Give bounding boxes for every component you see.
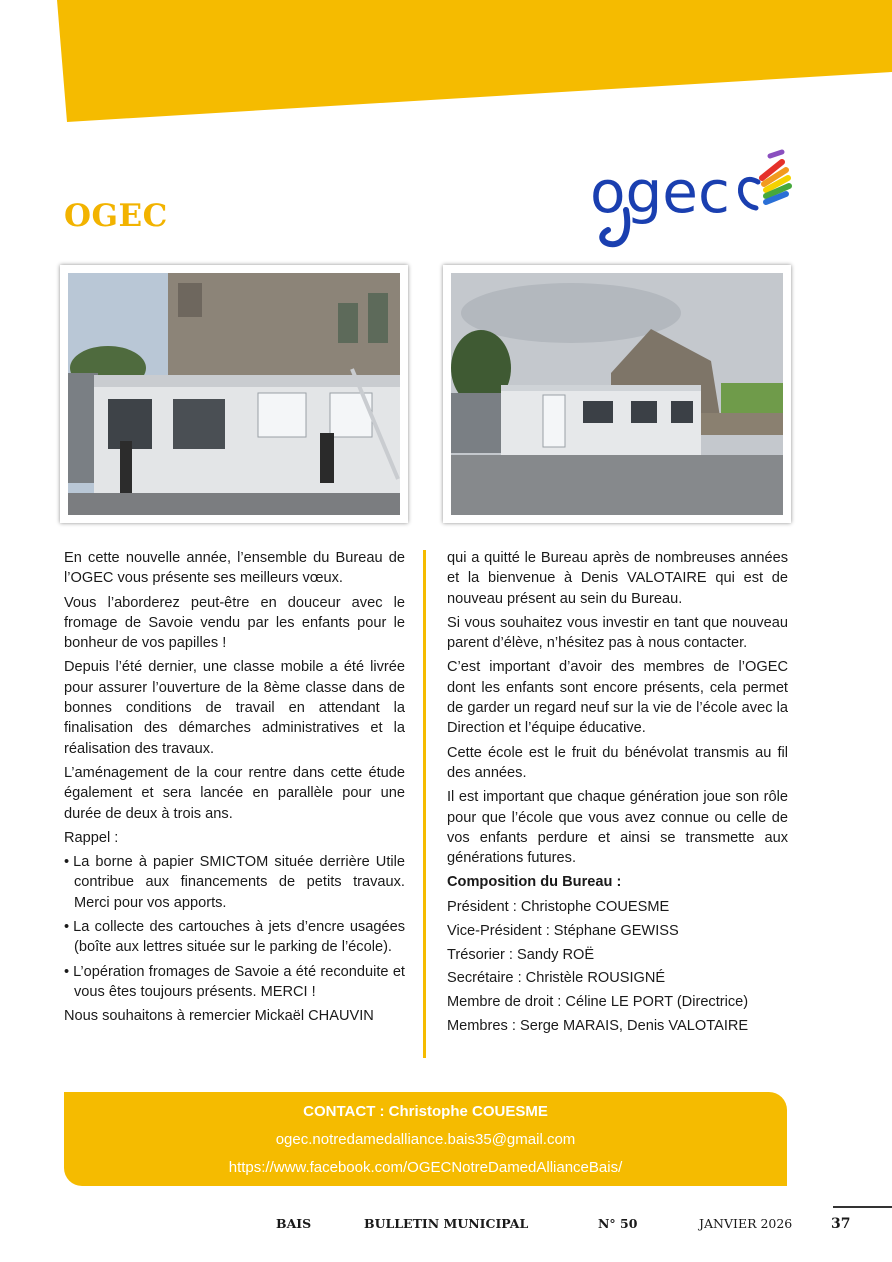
paragraph: Rappel : xyxy=(64,829,119,846)
contact-facebook-link[interactable]: https://www.facebook.com/OGECNotreDamedAllianceBais/ xyxy=(228,1159,623,1176)
page-footer xyxy=(0,1216,892,1236)
contact-box xyxy=(64,1092,787,1186)
mobile-classroom-installation-photo xyxy=(60,265,408,523)
contact-email-link[interactable]: ogec.notredamedalliance.bais35@gmail.com xyxy=(275,1131,576,1148)
bullet-icon: • xyxy=(64,854,70,871)
paragraph: Il est important que chaque génération joue son rôle pour que l’école que vous avez connue ou celle de vos enfants perdure et ainsi se transmette aux générations futures. xyxy=(447,789,788,867)
list-item: • L’opération fromages de Savoie a été reconduite et vous êtes toujours présents. MERCI ! xyxy=(64,963,405,1000)
composition-title: Composition du Bureau : xyxy=(447,874,622,891)
paragraph: C’est important d’avoir des membres de l’OGEC dont les enfants sont encore présents, cela permet de garder un regard neuf sur la vie de l’école avec la Direction et l’équipe éducative. xyxy=(447,659,788,737)
bureau-member: Vice-Président : Stéphane GEWISS xyxy=(447,922,679,939)
bureau-member: Membre de droit : Céline LE PORT (Directrice) xyxy=(447,994,749,1011)
bureau-member: Secrétaire : Christèle ROUSIGNÉ xyxy=(447,970,666,987)
bureau-member: Président : Christophe COUESME xyxy=(447,898,670,915)
bureau-member: Membres : Serge MARAIS, Denis VALOTAIRE xyxy=(447,1018,749,1035)
footer-date: JANVIER 2026 xyxy=(699,1216,793,1231)
paragraph: L’aménagement de la cour rentre dans cette étude également et sera lancée en parallèle pour une durée de deux à trois ans. xyxy=(64,764,405,822)
reminder-list xyxy=(64,852,405,1002)
footer-rule xyxy=(833,1206,892,1208)
mobile-classroom-schoolyard-photo xyxy=(443,265,791,523)
svg-text:ogec: ogec xyxy=(590,158,730,226)
article-column-right xyxy=(447,548,788,1040)
ogec-logo xyxy=(586,148,796,254)
paragraph: Nous souhaitons à remercier Mickaël CHAUVIN xyxy=(64,1008,374,1025)
header-banner xyxy=(0,0,892,130)
footer-town: BAIS xyxy=(276,1216,312,1231)
paragraph: Vous l’aborderez peut-être en douceur avec le fromage de Savoie vendu par les enfants pour le bonheur de vos papilles ! xyxy=(64,594,405,652)
bullet-icon: • xyxy=(64,919,70,936)
bullet-icon: • xyxy=(64,963,70,980)
section-title: OGEC xyxy=(64,198,168,234)
paragraph: Si vous souhaitez vous investir en tant que nouveau parent d’élève, n’hésitez pas à nous contacter. xyxy=(447,614,788,652)
paragraph: Cette école est le fruit du bénévolat transmis au fil des années. xyxy=(447,744,788,781)
list-item: • La collecte des cartouches à jets d’encre usagées (boîte aux lettres située sur le parking de l’école). xyxy=(64,919,405,956)
footer-publication: BULLETIN MUNICIPAL xyxy=(364,1216,529,1231)
paragraph: qui a quitté le Bureau après de nombreuses années et la bienvenue à Denis VALOTAIRE qui est de nouveau présent au sein du Bureau. xyxy=(447,550,788,607)
footer-issue: N° 50 xyxy=(598,1216,638,1231)
column-divider xyxy=(423,550,426,1058)
contact-title: CONTACT : Christophe COUESME xyxy=(303,1103,548,1120)
paragraph: Depuis l’été dernier, une classe mobile a été livrée pour assurer l’ouverture de la 8ème classe dans de bonnes conditions de travail en attendant la finalisation des démarches administratives et la réalisation des travaux. xyxy=(64,659,405,757)
list-item: • La borne à papier SMICTOM située derrière Utile contribue aux financements de petits travaux. Merci pour vos apports. xyxy=(64,854,405,911)
bureau-member: Trésorier : Sandy ROË xyxy=(447,946,595,963)
article-column-left xyxy=(64,548,405,1031)
page-number: 37 xyxy=(831,1216,851,1232)
paragraph: En cette nouvelle année, l’ensemble du Bureau de l’OGEC vous présente ses meilleurs vœux. xyxy=(64,550,405,587)
